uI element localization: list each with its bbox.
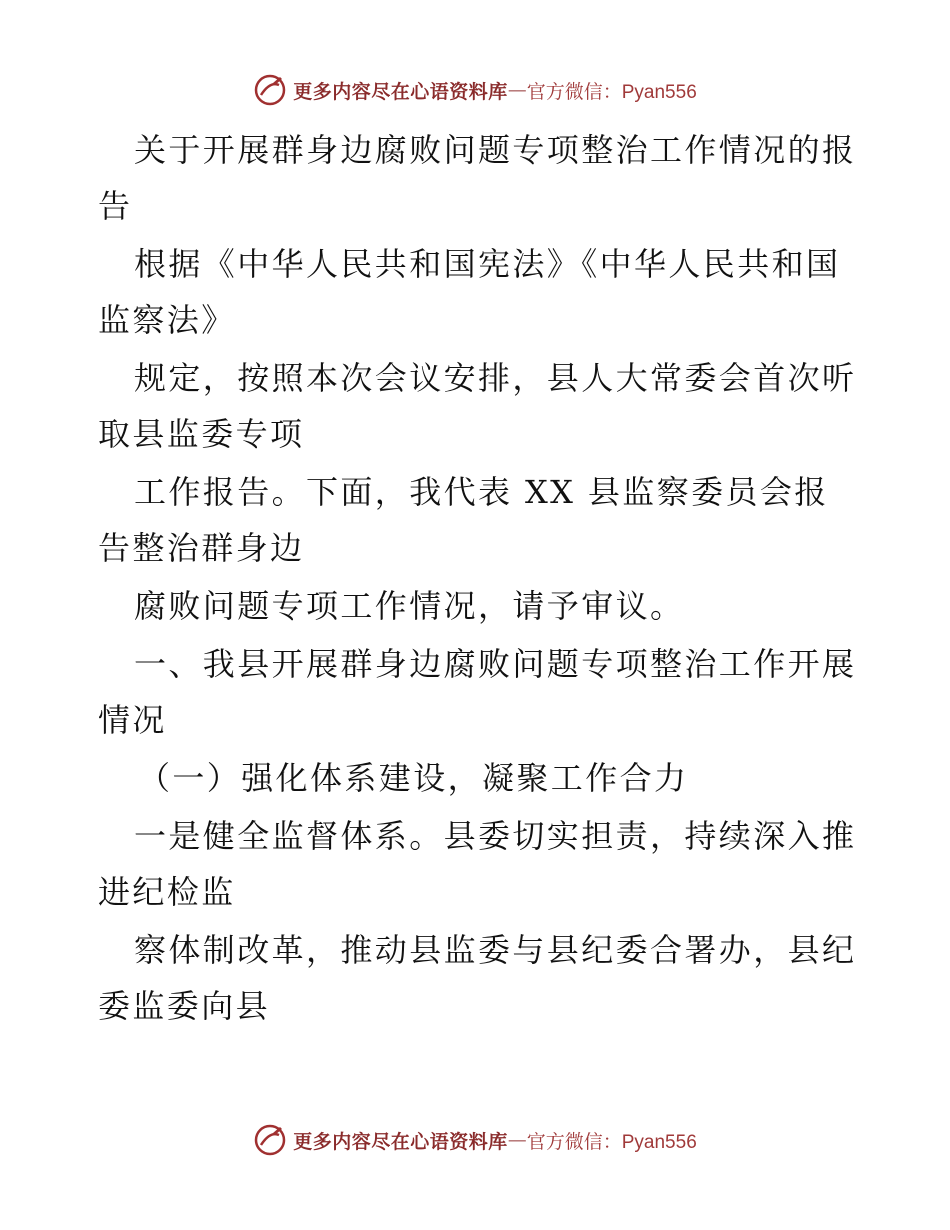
watermark-separator: — [507,1129,527,1151]
section-heading: 一、我县开展群身边腐败问题专项整治工作开展情况 [98,645,857,739]
paragraph: 察体制改革，推动县监委与县纪委合署办，县纪委监委向县 [98,931,857,1025]
document-body [98,120,858,1036]
paragraph: 工作报告。下面，我代表 XX 县监察委员会报告整治群身边 [98,473,829,567]
paragraph: 根据《中华人民共和国宪法》《中华人民共和国监察法》 [98,245,841,339]
watermark-brand: 更多内容尽在心语资料库 [293,1130,508,1153]
watermark-account: 官方微信：Pyan556 [526,1131,697,1153]
footer-watermark [0,1120,950,1160]
paragraph: 腐败问题专项工作情况，请予审议。 [134,587,685,625]
subsection-heading: （一）强化体系建设，凝聚工作合力 [138,759,689,797]
watermark-account: 官方微信：Pyan556 [526,81,697,103]
document-title: 关于开展群身边腐败问题专项整治工作情况的报告 [98,131,857,225]
pen-swirl-logo-icon [253,1123,287,1157]
watermark-brand: 更多内容尽在心语资料库 [293,80,508,103]
paragraph: 规定，按照本次会议安排，县人大常委会首次听取县监委专项 [98,359,857,453]
pen-swirl-logo-icon [253,73,287,107]
paragraph: 一是健全监督体系。县委切实担责，持续深入推进纪检监 [98,817,857,911]
watermark-separator: — [507,79,527,101]
header-watermark [0,70,950,110]
